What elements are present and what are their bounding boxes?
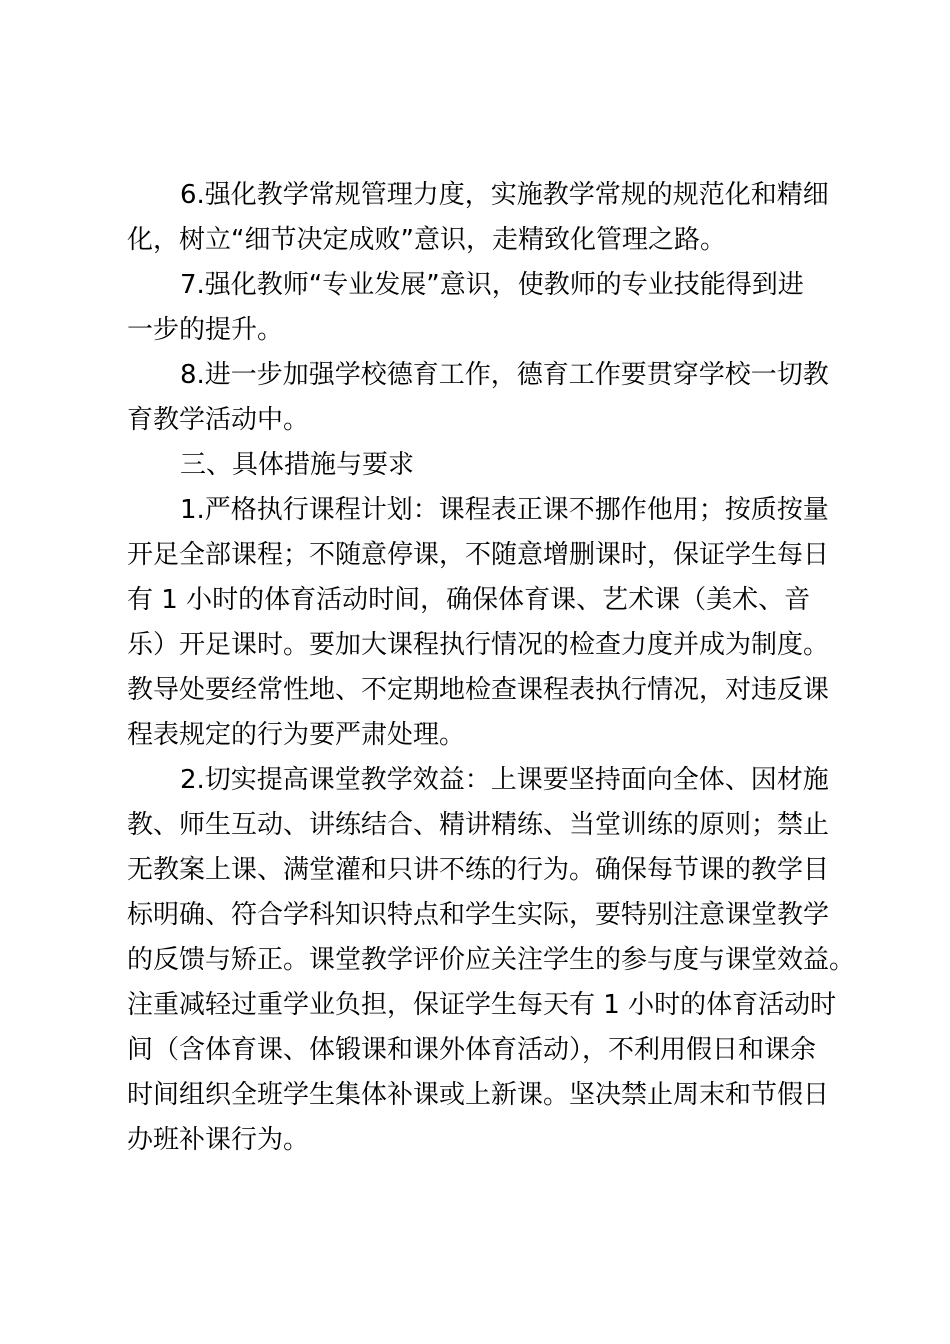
measure-1-line-4: 乐）开足课时。要加大课程执行情况的检查力度并成为制度。 <box>127 630 830 660</box>
measure-2-line-6: 注重减轻过重学业负担，保证学生每天有 1 小时的体育活动时 <box>127 990 837 1020</box>
measure-1-line-1: 1.严格执行课程计划：课程表正课不挪作他用；按质按量 <box>180 495 829 525</box>
measure-2-line-3: 无教案上课、满堂灌和只讲不练的行为。确保每节课的教学目 <box>127 855 830 885</box>
paragraph-7-line-1: 7.强化教师“专业发展”意识，使教师的专业技能得到进 <box>180 270 804 300</box>
measure-2-line-1: 2.切实提高课堂教学效益：上课要坚持面向全体、因材施 <box>180 765 829 795</box>
measure-1-line-5: 教导处要经常性地、不定期地检查课程表执行情况，对违反课 <box>127 675 830 705</box>
measure-2-line-9: 办班补课行为。 <box>127 1125 310 1155</box>
measure-2-line-4: 标明确、符合学科知识特点和学生实际，要特别注意课堂教学 <box>127 900 830 930</box>
measure-1-line-3: 有 1 小时的体育活动时间，确保体育课、艺术课（美术、音 <box>127 585 811 615</box>
paragraph-6-line-2: 化，树立“细节决定成败”意识，走精致化管理之路。 <box>127 225 726 255</box>
paragraph-8-line-2: 育教学活动中。 <box>127 405 310 435</box>
measure-2-line-2: 教、师生互动、讲练结合、精讲精练、当堂训练的原则；禁止 <box>127 810 830 840</box>
section-heading-3: 三、具体措施与要求 <box>180 450 415 480</box>
measure-1-line-6: 程表规定的行为要严肃处理。 <box>127 720 466 750</box>
measure-2-line-5: 的反馈与矫正。课堂教学评价应关注学生的参与度与课堂效益。 <box>127 945 856 975</box>
measure-2-line-8: 时间组织全班学生集体补课或上新课。坚决禁止周末和节假日 <box>127 1080 830 1110</box>
paragraph-6-line-1: 6.强化教学常规管理力度，实施教学常规的规范化和精细 <box>180 180 829 210</box>
paragraph-8-line-1: 8.进一步加强学校德育工作，德育工作要贯穿学校一切教 <box>180 360 829 390</box>
measure-1-line-2: 开足全部课程；不随意停课，不随意增删课时，保证学生每日 <box>127 540 830 570</box>
paragraph-7-line-2: 一步的提升。 <box>127 315 284 345</box>
measure-2-line-7: 间（含体育课、体锻课和课外体育活动），不利用假日和课余 <box>127 1035 817 1065</box>
